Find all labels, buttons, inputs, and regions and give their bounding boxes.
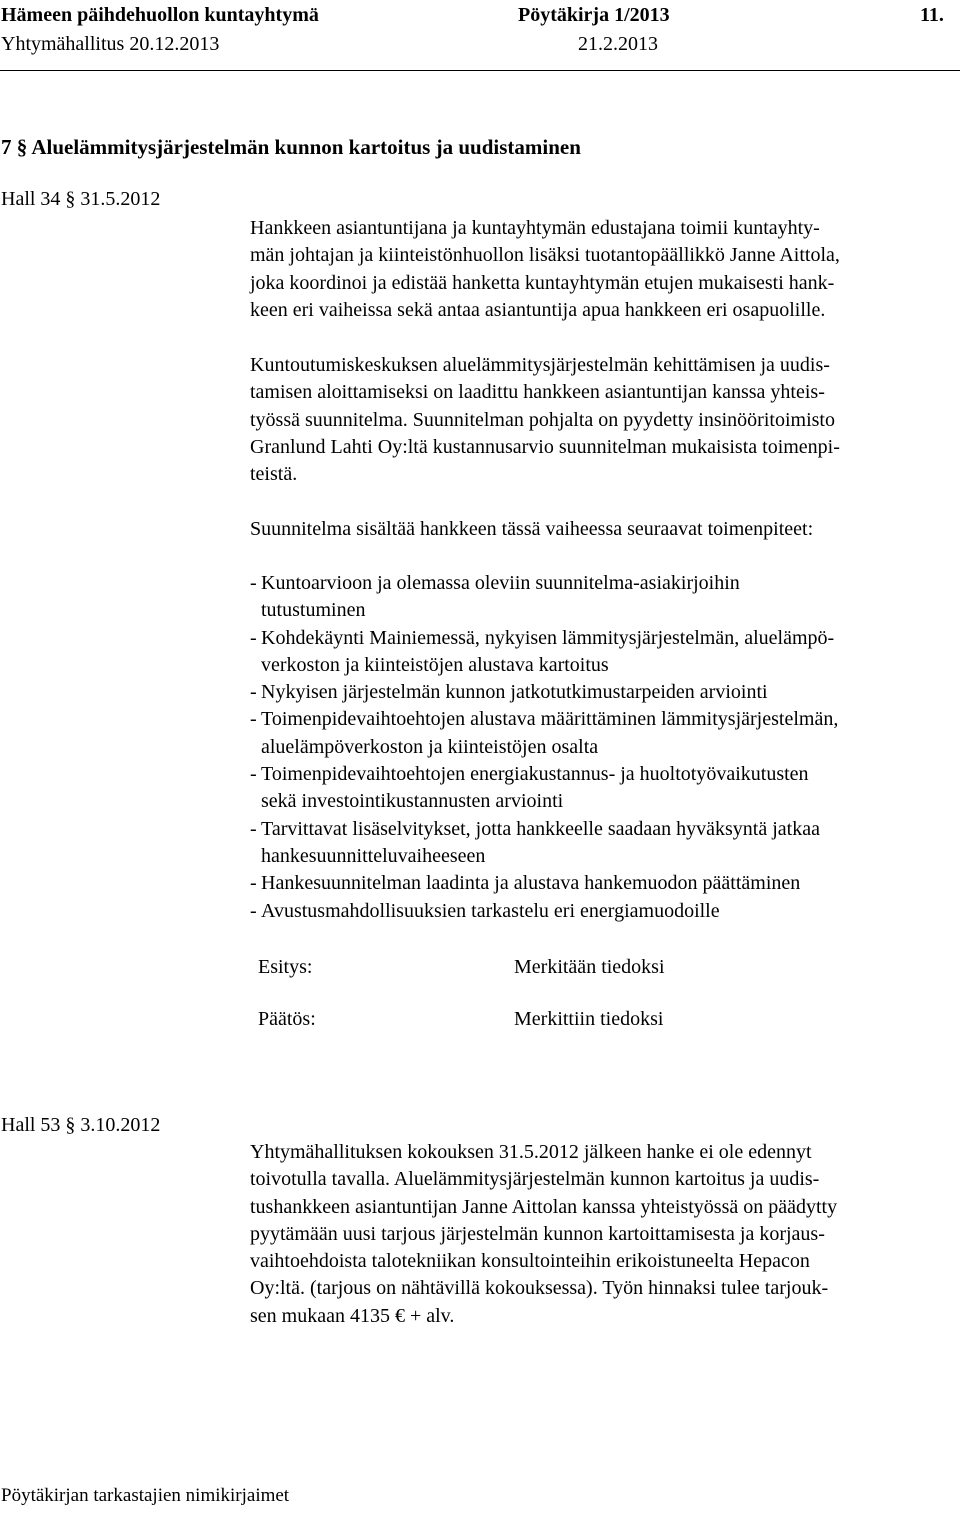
text-line: tushankkeen asiantuntijan Janne Aittolan kanssa yhteistyössä on päädytty [250,1195,838,1218]
dash-bullet: - [250,681,257,704]
text-line: toivotulla tavalla. Aluelämmitysjärjestelmän kunnon kartoitus ja uudis- [250,1168,820,1191]
list-item [250,761,950,816]
text-line: hankesuunnitteluvaiheeseen [261,844,486,867]
hall53-reference: Hall 53 § 3.10.2012 [1,1114,161,1136]
hall34-paragraph-1 [250,215,950,324]
dash-bullet: - [250,626,257,649]
list-item [250,898,950,925]
text-line: Kuntoutumiskeskuksen aluelämmitysjärjestelmän kehittämisen ja uudis- [250,354,830,376]
text-line: Oy:ltä. (tarjous on nähtävillä kokouksessa). Työn hinnaksi tulee tarjouk- [250,1277,829,1300]
text-line: Tarvittavat lisäselvitykset, jotta hankkeelle saadaan hyväksyntä jatkaa [261,817,820,840]
proposal-label: Esitys: [258,956,313,978]
dash-bullet: - [250,817,257,840]
text-line: Toimenpidevaihtoehtojen alustava määrittäminen lämmitysjärjestelmän, [261,708,839,731]
decision-value: Merkittiin tiedoksi [514,1008,664,1030]
text-line: Avustusmahdollisuuksien tarkastelu eri energiamuodoille [261,899,720,922]
proposal-value: Merkitään tiedoksi [514,956,665,978]
text-line: teistä. [250,463,298,486]
list-item [250,570,950,625]
minutes-id: Pöytäkirja 1/2013 [518,4,670,26]
hall34-reference: Hall 34 § 31.5.2012 [1,188,161,210]
hall34-paragraph-2 [250,352,950,488]
text-line: työssä suunnitelma. Suunnitelman pohjalta on pyydetty insinööritoimisto [250,408,835,431]
list-item [250,706,950,761]
text-line: tamisen aloittamiseksi on laadittu hankkeen asiantuntijan kanssa yhteis- [250,381,825,404]
signatures-label: Pöytäkirjan tarkastajien nimikirjaimet [1,1485,290,1506]
text-line: joka koordinoi ja edistää hanketta kuntayhtymän etujen mukaisesti hank- [250,271,835,294]
text-line: Yhtymähallituksen kokouksen 31.5.2012 jälkeen hanke ei ole edennyt [250,1141,812,1163]
section-title: 7 § Aluelämmitysjärjestelmän kunnon kartoitus ja uudistaminen [1,135,581,159]
text-line: Nykyisen järjestelmän kunnon jatkotutkimustarpeiden arviointi [261,681,768,704]
measures-list [250,570,950,925]
text-line: sekä investointikustannusten arviointi [261,790,564,813]
list-item [250,816,950,871]
organization-name: Hämeen päihdehuollon kuntayhtymä [1,4,319,26]
text-line: Suunnitelma sisältää hankkeen tässä vaiheessa seuraavat toimenpiteet: [250,518,814,540]
text-line: Hankkeen asiantuntijana ja kuntayhtymän edustajana toimii kuntayhty- [250,217,820,239]
text-line: pyytämään uusi tarjous järjestelmän kunnon kartoittamisesta ja korjaus- [250,1222,825,1245]
text-line: tutustuminen [261,599,366,622]
hall34-paragraph-3 [250,516,950,543]
text-line: män johtajan ja kiinteistönhuollon lisäksi tuotantopäällikkö Janne Aittola, [250,244,840,267]
hall53-paragraph [250,1139,950,1330]
list-item [250,625,950,680]
list-item [250,870,950,897]
meeting-date: 21.2.2013 [578,33,658,55]
text-line: keen eri vaiheissa sekä antaa asiantuntija apua hankkeen eri osapuolille. [250,298,826,321]
text-line: Toimenpidevaihtoehtojen energiakustannus- ja huoltotyövaikutusten [261,763,809,786]
dash-bullet: - [250,572,257,594]
list-item [250,679,950,706]
text-line: Hankesuunnitelman laadinta ja alustava hankemuodon päättäminen [261,872,801,895]
board-date: Yhtymähallitus 20.12.2013 [1,33,220,55]
page-number: 11. [920,4,944,26]
text-line: sen mukaan 4135 € + alv. [250,1304,455,1327]
text-line: verkoston ja kiinteistöjen alustava kartoitus [261,653,609,676]
header-rule [0,70,960,71]
decision-label: Päätös: [258,1008,316,1030]
dash-bullet: - [250,763,257,786]
text-line: aluelämpöverkoston ja kiinteistöjen osalta [261,735,599,758]
text-line: Kohdekäynti Mainiemessä, nykyisen lämmitysjärjestelmän, aluelämpö- [261,626,835,649]
dash-bullet: - [250,899,257,922]
text-line: Granlund Lahti Oy:ltä kustannusarvio suunnitelman mukaisista toimenpi- [250,435,840,458]
text-line: vaihtoehdoista talotekniikan konsultointeihin erikoistuneelta Hepacon [250,1250,810,1273]
dash-bullet: - [250,872,257,895]
text-line: Kuntoarvioon ja olemassa oleviin suunnitelma-asiakirjoihin [261,572,740,594]
dash-bullet: - [250,708,257,731]
